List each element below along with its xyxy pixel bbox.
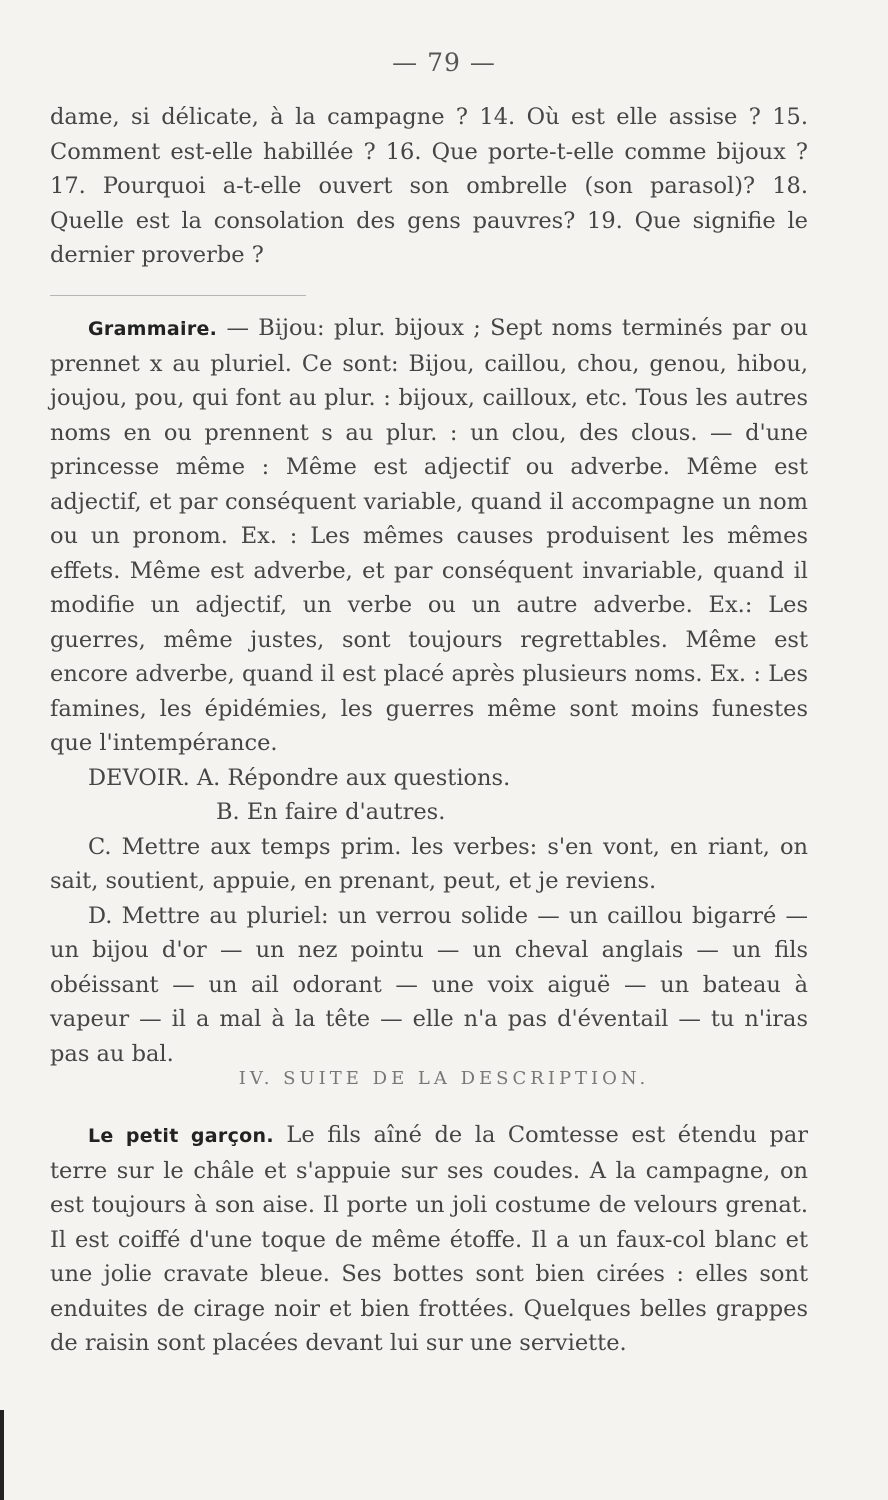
section-heading: IV. SUITE DE LA DESCRIPTION.	[238, 1068, 650, 1089]
grammar-lead: Grammaire.	[88, 318, 218, 340]
grammar-body: — Bijou: plur. bijoux ; Sept noms terminés par ou prennet x au pluriel. Ce sont: Bijou, caillou, chou, genou, hibou, joujou, pou, qui font au plur. : bijoux, cailloux, etc. Tous les autres noms en ou prennent s au plur. : un clou, des clous. — d'une princesse même : Même est adjectif ou adverbe. Même est adjectif, et par conséquent variable, quand il accompagne un nom ou un pronom. Ex. : Les mêmes causes produisent les mêmes effets. Même est adverbe, et par conséquent invariable, quand il modifie un adjectif, un verbe ou un autre adverbe. Ex.: Les guerres, même justes, sont toujours regrettables. Même est encore adverbe, quand il est placé après plusieurs noms. Ex. : Les famines, les épidémies, les guerres même sont moins funestes que l'intempérance.	[50, 315, 808, 756]
devoir-d: D. Mettre au pluriel: un verrou solide — un caillou bigarré — un bijou d'or — un nez pointu — un cheval anglais — un fils obéissant — un ail odorant — une voix aiguë — un bateau à vapeur — il a mal à la tête — elle n'a pas d'éventail — tu n'iras pas au bal.	[50, 902, 808, 1067]
section-divider	[50, 295, 306, 296]
petit-garcon-lead: Le petit garçon.	[88, 1125, 274, 1147]
petit-garcon-paragraph	[50, 1118, 808, 1361]
devoir-c: C. Mettre aux temps prim. les verbes: s'en vont, en riant, on sait, soutient, appuie, en prenant, peut, et je reviens.	[50, 833, 808, 894]
devoir-a: DEVOIR. A. Répondre aux questions.	[88, 764, 511, 791]
questions-paragraph	[50, 100, 808, 273]
grammar-section	[50, 311, 808, 1071]
devoir-b: B. En faire d'autres.	[216, 799, 446, 825]
questions-text: dame, si délicate, à la campagne ? 14. Où est elle assise ? 15. Comment est-elle habillée ? 16. Que porte-t-elle comme bijoux ? 17. Pourquoi a-t-elle ouvert son ombrelle (son parasol)? 18. Quelle est la consolation des gens pauvres? 19. Que signifie le dernier proverbe ?	[50, 104, 808, 268]
scan-edge-mark	[0, 1410, 4, 1500]
grammar-paragraph	[50, 311, 808, 761]
petit-garcon-section	[50, 1118, 808, 1361]
page-number: — 79 —	[392, 48, 496, 77]
petit-garcon-body: Le fils aîné de la Comtesse est étendu par terre sur le châle et s'appuie sur ses coudes. A la campagne, on est toujours à son aise. Il porte un joli costume de velours grenat. Il est coiffé d'une toque de même étoffe. Il a un faux-col blanc et une jolie cravate bleue. Ses bottes sont bien cirées : elles sont enduites de cirage noir et bien frottées. Quelques belles grappes de raisin sont placées devant lui sur une serviette.	[50, 1122, 808, 1356]
